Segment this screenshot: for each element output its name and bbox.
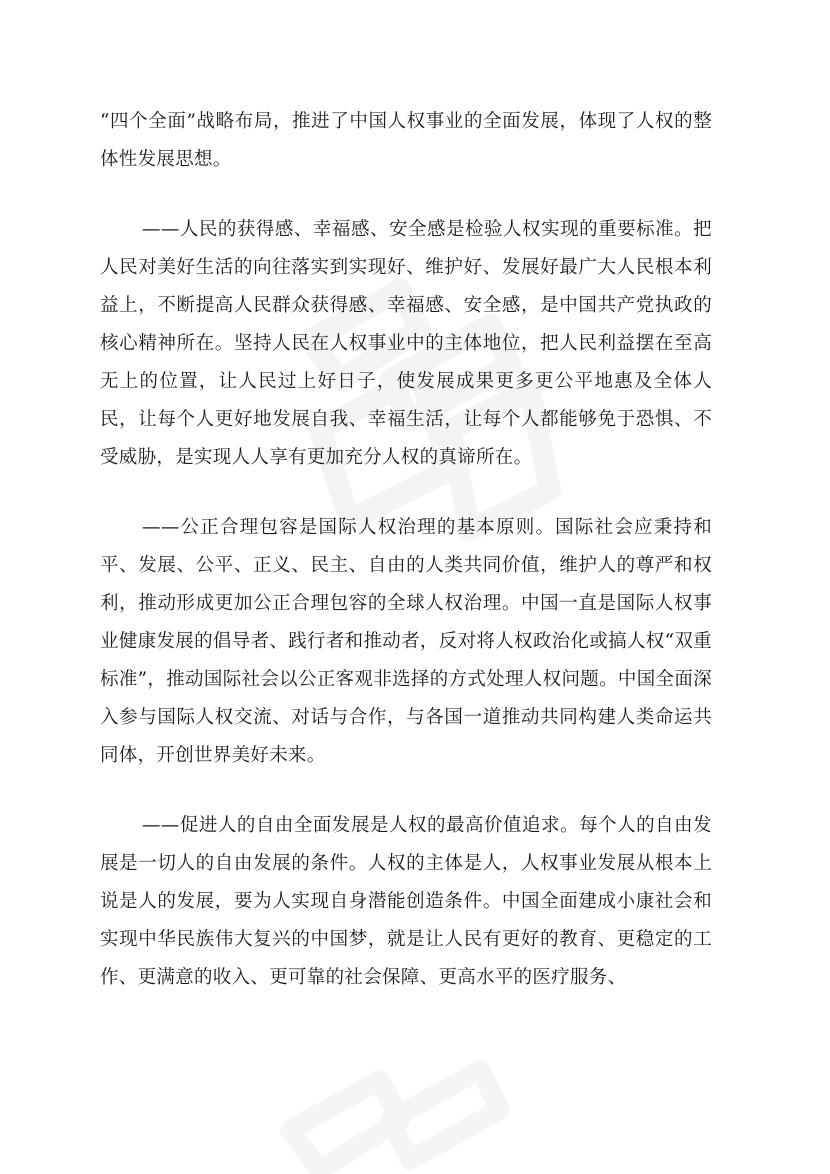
paragraph-4: ——促进人的自由全面发展是人权的最高价值追求。每个人的自由发展是一切人的自由发展的条件。人权的主体是人，人权事业发展从根本上说是人的发展，要为人实现自身潜能创造条件。中国全面建成小康社会和实现中华民族伟大复兴的中国梦，就是让人民有更好的教育、更稳定的工作、更满意的收入、更可靠的社会保障、更高水平的医疗服务、: [100, 815, 712, 988]
document-body: [100, 103, 712, 1029]
paragraph-3: ——公正合理包容是国际人权治理的基本原则。国际社会应秉持和平、发展、公平、正义、民主、自由的人类共同价值，维护人的尊严和权利，推动形成更加公正合理包容的全球人权治理。中国一直是国际人权事业健康发展的倡导者、践行者和推动者，反对将人权政治化或搞人权“双重标准”，推动国际社会以公正客观非选择的方式处理人权问题。中国全面深入参与国际人权交流、对话与合作，与各国一道推动共同构建人类命运共同体，开创世界美好未来。: [100, 517, 712, 766]
watermark-graphic-bottom: [260, 1010, 520, 1174]
paragraph-1: “四个全面”战略布局，推进了中国人权事业的全面发展，体现了人权的整体性发展思想。: [100, 111, 712, 170]
paragraph-2: ——人民的获得感、幸福感、安全感是检验人权实现的重要标准。把人民对美好生活的向往落实到实现好、维护好、发展好最广大人民根本利益上，不断提高人民群众获得感、幸福感、安全感，是中国共产党执政的核心精神所在。坚持人民在人权事业中的主体地位，把人民利益摆在至高无上的位置，让人民过上好日子，使发展成果更多更公平地惠及全体人民，让每个人更好地发展自我、幸福生活，让每个人都能够免于恐惧、不受威胁，是实现人人享有更加充分人权的真谛所在。: [100, 219, 712, 468]
